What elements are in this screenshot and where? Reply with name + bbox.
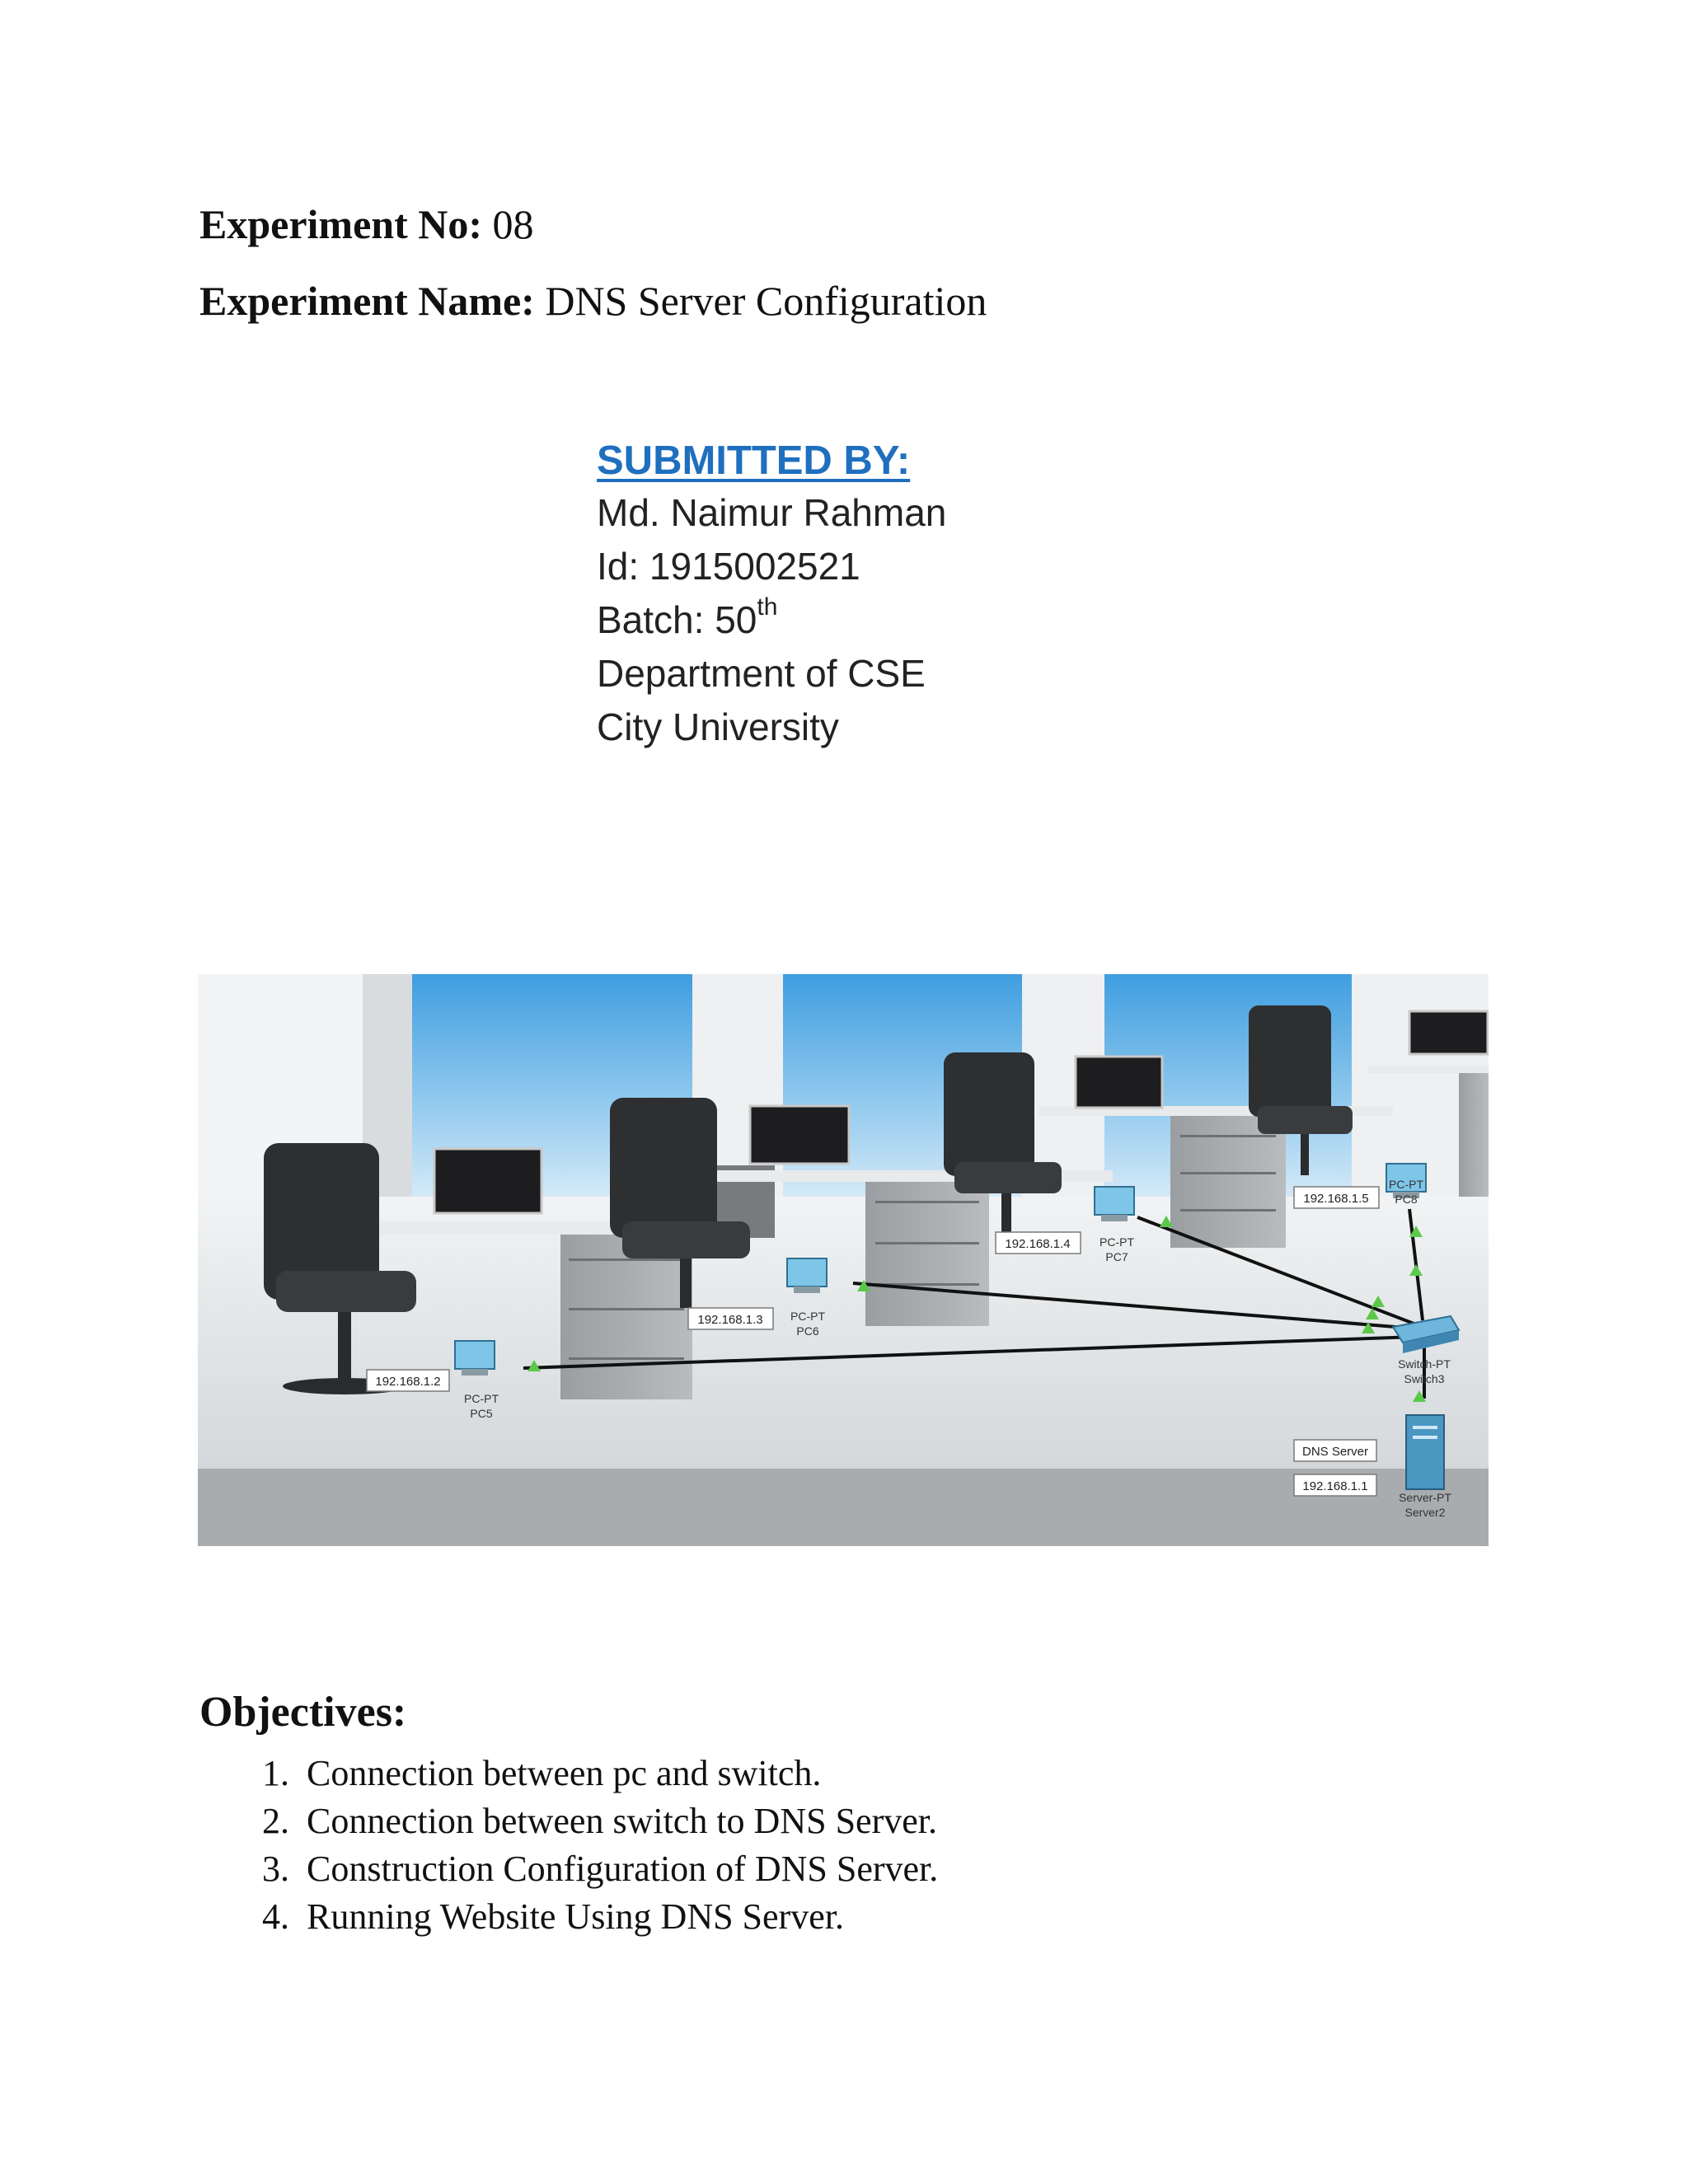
server2-name: Server2	[1404, 1506, 1446, 1519]
batch-suffix: th	[757, 593, 778, 621]
submitted-by-block	[597, 435, 946, 754]
objectives-section	[199, 1684, 938, 1941]
server2-type: Server-PT	[1399, 1491, 1451, 1504]
experiment-name-value: DNS Server Configuration	[545, 278, 987, 324]
student-name: Md. Naimur Rahman	[597, 491, 947, 534]
submitted-by-heading: SUBMITTED BY:	[597, 438, 911, 483]
topology-canvas	[198, 974, 1489, 1546]
switch3-name: Switch3	[1404, 1372, 1445, 1385]
pc6-type: PC-PT	[790, 1310, 825, 1323]
objective-item: 2. Connection between switch to DNS Server.	[298, 1797, 938, 1845]
objective-item: 4. Running Website Using DNS Server.	[298, 1893, 938, 1941]
objectives-heading: Objectives:	[199, 1689, 407, 1736]
pc7-type: PC-PT	[1100, 1235, 1134, 1249]
pc5-type: PC-PT	[464, 1392, 499, 1405]
experiment-name	[199, 276, 987, 326]
dns-server-label: DNS Server	[1301, 1445, 1369, 1459]
experiment-number	[199, 199, 534, 249]
objective-item: 1. Connection between pc and switch.	[298, 1750, 938, 1797]
objectives-list	[199, 1750, 938, 1941]
student-university: City University	[597, 705, 839, 748]
experiment-number-value: 08	[492, 201, 534, 247]
pc8-name: PC8	[1395, 1193, 1418, 1206]
pc8-ip: 192.168.1.5	[1303, 1192, 1369, 1206]
experiment-name-label: Experiment Name:	[199, 278, 535, 324]
pc6-name: PC6	[796, 1324, 819, 1338]
pc5-name: PC5	[470, 1407, 493, 1420]
pc5-ip: 192.168.1.2	[375, 1375, 441, 1389]
pc8-type: PC-PT	[1389, 1178, 1423, 1191]
batch-number: Batch: 50	[597, 598, 757, 641]
student-id: Id: 1915002521	[597, 545, 860, 588]
objective-item: 3. Construction Configuration of DNS Server.	[298, 1845, 938, 1893]
server2-ip: 192.168.1.1	[1302, 1479, 1368, 1493]
pc6-ip: 192.168.1.3	[697, 1313, 763, 1327]
network-topology-figure	[198, 974, 1489, 1546]
student-department: Department of CSE	[597, 652, 926, 695]
experiment-number-label: Experiment No:	[199, 201, 482, 247]
switch3-type: Switch-PT	[1398, 1357, 1451, 1371]
pc7-name: PC7	[1105, 1250, 1128, 1263]
pc7-ip: 192.168.1.4	[1005, 1237, 1071, 1251]
student-batch	[597, 593, 946, 647]
